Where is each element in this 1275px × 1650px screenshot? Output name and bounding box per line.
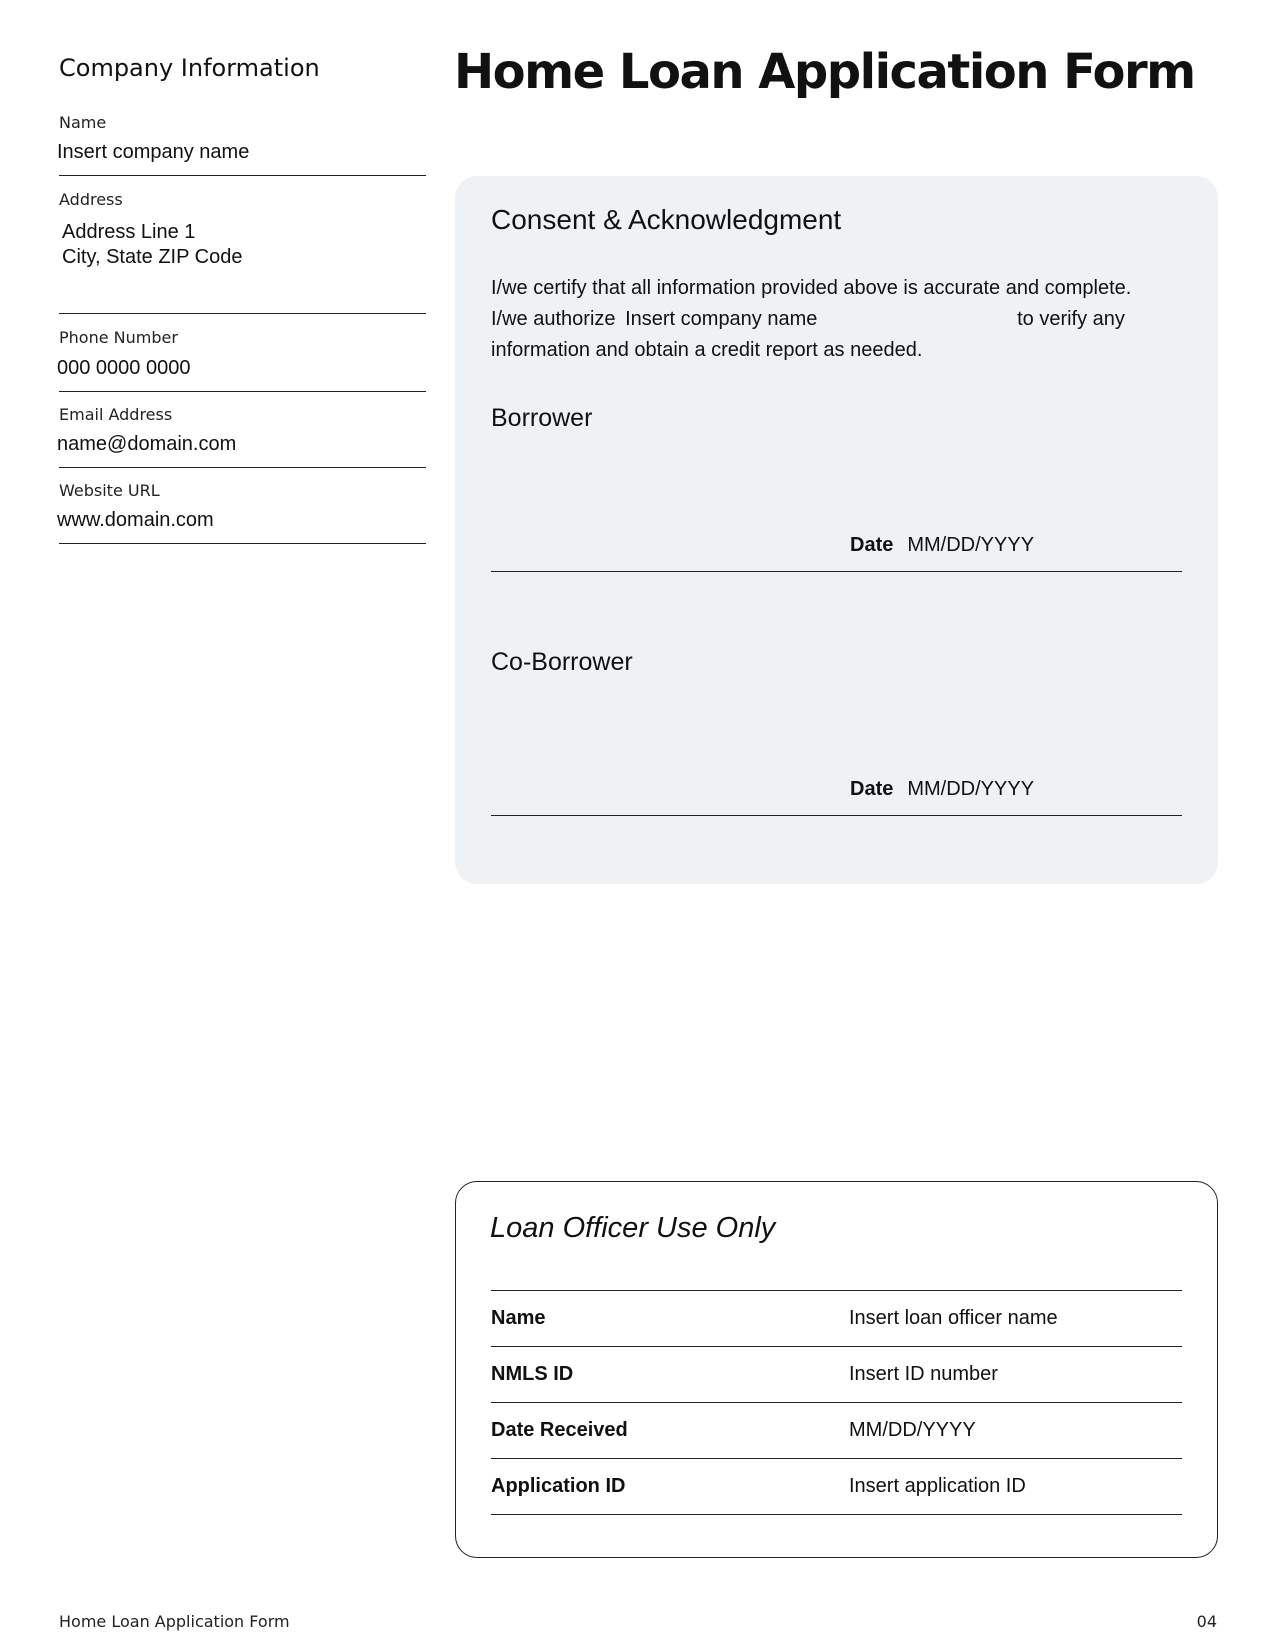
coborrower-date-label: Date bbox=[850, 778, 894, 800]
borrower-label: Borrower bbox=[491, 404, 593, 432]
company-name-label: Name bbox=[59, 113, 107, 132]
loan-officer-section bbox=[455, 1181, 1218, 1558]
company-email-label: Email Address bbox=[59, 405, 173, 424]
coborrower-label: Co-Borrower bbox=[491, 648, 633, 676]
application-id-label: Application ID bbox=[491, 1475, 626, 1497]
consent-line-2-suffix: to verify any bbox=[1017, 308, 1125, 330]
company-website-field[interactable] bbox=[59, 481, 426, 544]
company-phone-field[interactable] bbox=[59, 328, 426, 392]
address-line-2: City, State ZIP Code bbox=[62, 246, 243, 268]
company-phone-label: Phone Number bbox=[59, 328, 178, 347]
officer-name-input[interactable]: Insert loan officer name bbox=[849, 1307, 1058, 1329]
company-email-input[interactable]: name@domain.com bbox=[57, 433, 237, 455]
table-row bbox=[491, 1403, 1182, 1459]
loan-officer-table bbox=[491, 1290, 1182, 1515]
borrower-date-input[interactable]: MM/DD/YYYY bbox=[907, 534, 1035, 556]
application-id-input[interactable]: Insert application ID bbox=[849, 1475, 1026, 1497]
company-phone-input[interactable]: 000 0000 0000 bbox=[57, 357, 191, 379]
company-name-input[interactable]: Insert company name bbox=[57, 141, 250, 163]
table-row bbox=[491, 1347, 1182, 1403]
date-received-label: Date Received bbox=[491, 1419, 628, 1441]
consent-section bbox=[455, 176, 1218, 884]
consent-line-1: I/we certify that all information provided above is accurate and complete. bbox=[491, 277, 1132, 299]
company-website-input[interactable]: www.domain.com bbox=[57, 509, 214, 531]
company-website-label: Website URL bbox=[59, 481, 160, 500]
company-name-field[interactable] bbox=[59, 113, 426, 176]
company-address-input[interactable] bbox=[62, 220, 242, 270]
page-title: Home Loan Application Form bbox=[454, 44, 1195, 100]
consent-statement bbox=[491, 273, 1191, 366]
page-number: 04 bbox=[1196, 1612, 1217, 1631]
borrower-date-label: Date bbox=[850, 534, 894, 556]
date-received-input[interactable]: MM/DD/YYYY bbox=[849, 1419, 976, 1441]
consent-line-2 bbox=[491, 304, 1191, 335]
consent-line-3: information and obtain a credit report as needed. bbox=[491, 339, 923, 361]
company-email-field[interactable] bbox=[59, 405, 426, 468]
loan-officer-heading: Loan Officer Use Only bbox=[490, 1212, 776, 1244]
company-info-heading: Company Information bbox=[59, 54, 320, 82]
coborrower-date-input[interactable]: MM/DD/YYYY bbox=[907, 778, 1035, 800]
table-row bbox=[491, 1459, 1182, 1515]
footer-title: Home Loan Application Form bbox=[59, 1612, 290, 1631]
company-address-label: Address bbox=[59, 190, 123, 209]
borrower-signature-line[interactable] bbox=[491, 522, 1182, 572]
consent-heading: Consent & Acknowledgment bbox=[491, 204, 842, 235]
consent-company-input[interactable]: Insert company name bbox=[625, 308, 818, 330]
nmls-id-input[interactable]: Insert ID number bbox=[849, 1363, 998, 1385]
nmls-id-label: NMLS ID bbox=[491, 1363, 574, 1385]
address-line-1: Address Line 1 bbox=[62, 221, 196, 243]
consent-line-2-prefix: I/we authorize bbox=[491, 308, 616, 330]
company-address-field[interactable] bbox=[59, 190, 426, 314]
coborrower-signature-line[interactable] bbox=[491, 766, 1182, 816]
officer-name-label: Name bbox=[491, 1307, 546, 1329]
table-row bbox=[491, 1291, 1182, 1347]
